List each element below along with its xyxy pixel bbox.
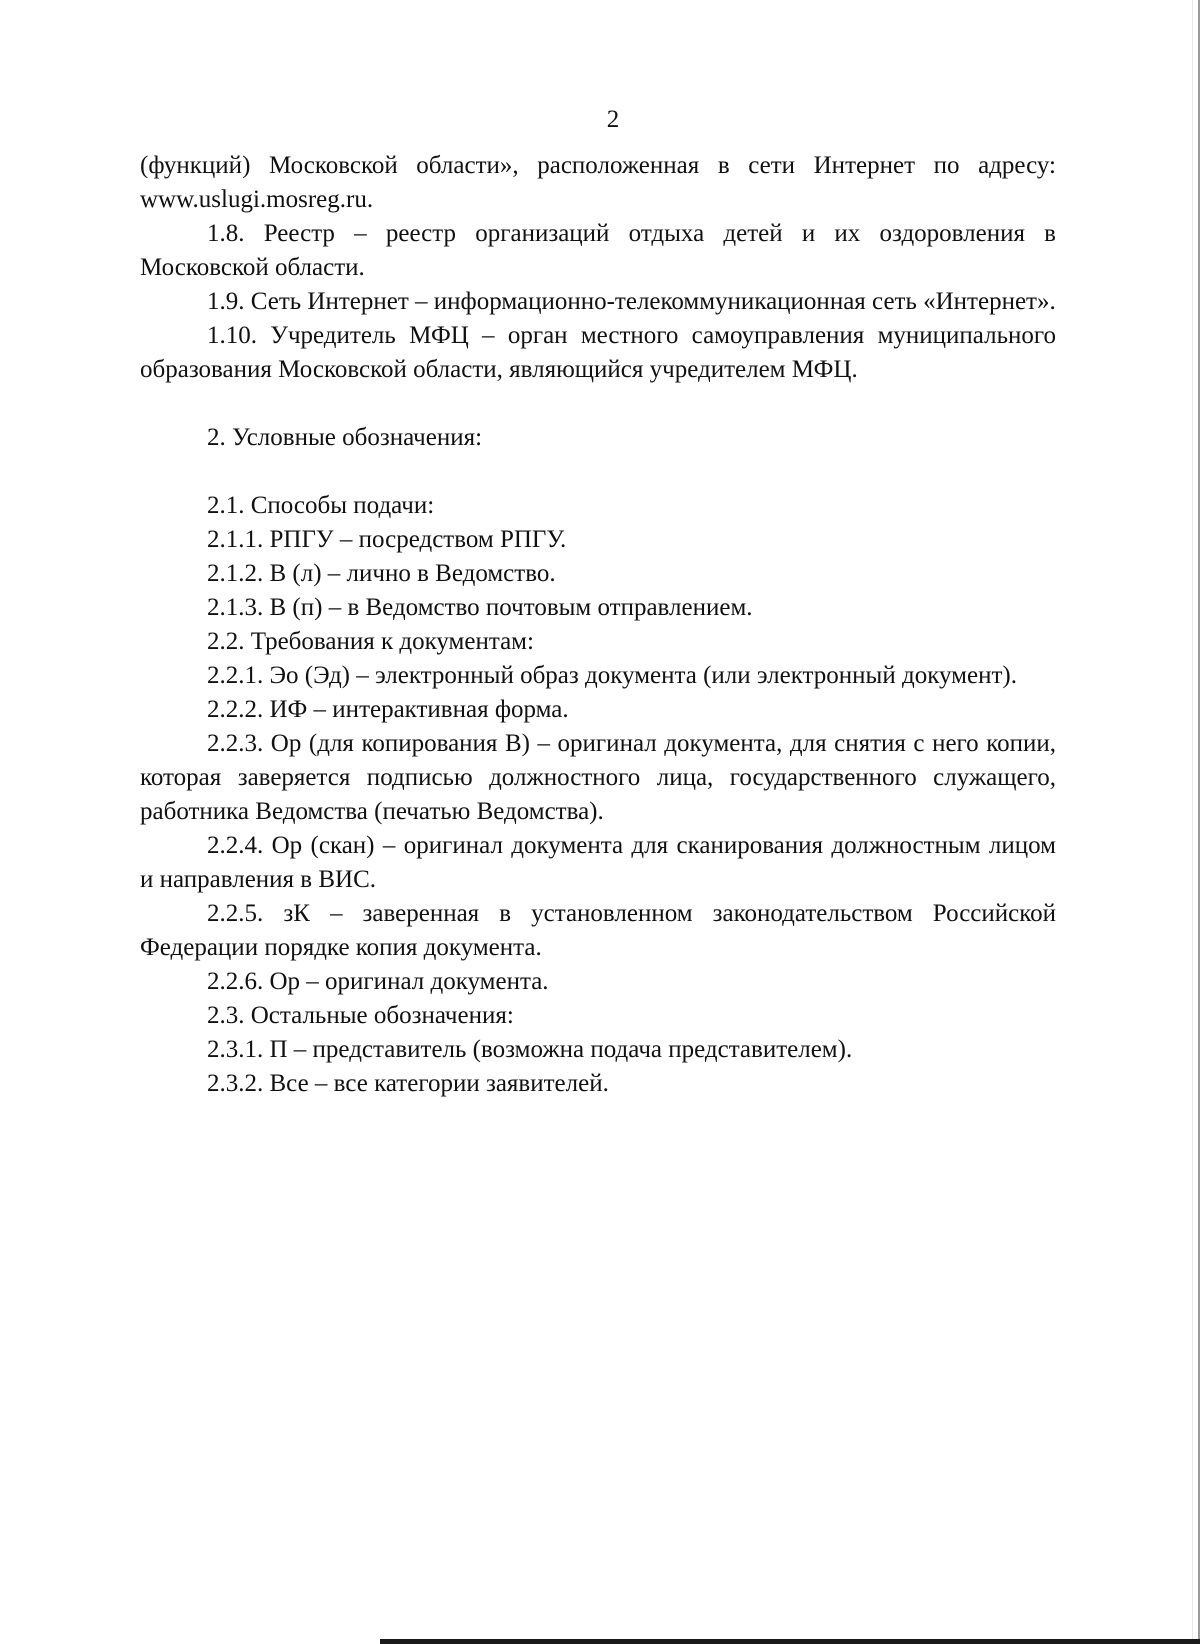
- paragraph-2-2: 2.2. Требования к документам:: [207, 628, 534, 655]
- paragraph-2-2-1: 2.2.1. Эо (Эд) – электронный образ документа (или электронный документ).: [207, 662, 1017, 689]
- paragraph-2-2-2: 2.2.2. ИФ – интерактивная форма.: [207, 696, 569, 723]
- paragraph-2-2-6: 2.2.6. Ор – оригинал документа.: [207, 968, 549, 995]
- paragraph-continuation: (функций) Московской области», расположенная в сети Интернет по адресу: www.uslugi.mosreg.ru.: [140, 152, 1056, 213]
- paragraph-2-1: 2.1. Способы подачи:: [207, 492, 435, 519]
- paragraph-2-1-3: 2.1.3. В (п) – в Ведомство почтовым отправлением.: [207, 594, 753, 621]
- paragraph-2-3-2: 2.3.2. Все – все категории заявителей.: [207, 1070, 609, 1097]
- scan-edge-inner-line: [1192, 0, 1193, 1644]
- paragraph-1-10: 1.10. Учредитель МФЦ – орган местного самоуправления муниципального образования Московской области, являющийся учредителем МФЦ.: [140, 322, 1056, 383]
- spacer: [140, 455, 1056, 489]
- paragraph-2-1-1: 2.1.1. РПГУ – посредством РПГУ.: [207, 526, 567, 553]
- document-body: [140, 149, 1056, 1101]
- paragraph-2-2-3: 2.2.3. Ор (для копирования В) – оригинал документа, для снятия с него копии, которая заверяется подписью должностного лица, государственного служащего, работника Ведомства (печатью Ведомства).: [140, 730, 1056, 825]
- paragraph-2-1-2: 2.1.2. В (л) – лично в Ведомство.: [207, 560, 556, 587]
- section-heading-2: 2. Условные обозначения:: [207, 424, 483, 451]
- paragraph-2-2-5: 2.2.5. зК – заверенная в установленном законодательством Российской Федерации порядке копия документа.: [140, 900, 1056, 961]
- paragraph-1-8: 1.8. Реестр – реестр организаций отдыха детей и их оздоровления в Московской области.: [140, 220, 1056, 281]
- page-number: 2: [606, 106, 620, 133]
- paragraph-1-9: 1.9. Сеть Интернет – информационно-телекоммуникационная сеть «Интернет».: [207, 288, 1056, 315]
- spacer: [140, 387, 1056, 421]
- paragraph-2-3-1: 2.3.1. П – представитель (возможна подача представителем).: [207, 1036, 853, 1063]
- paragraph-2-3: 2.3. Остальные обозначения:: [207, 1002, 514, 1029]
- paragraph-2-2-4: 2.2.4. Ор (скан) – оригинал документа для сканирования должностным лицом и направления в ВИС.: [140, 832, 1056, 893]
- scan-edge-bottom: [380, 1639, 1200, 1644]
